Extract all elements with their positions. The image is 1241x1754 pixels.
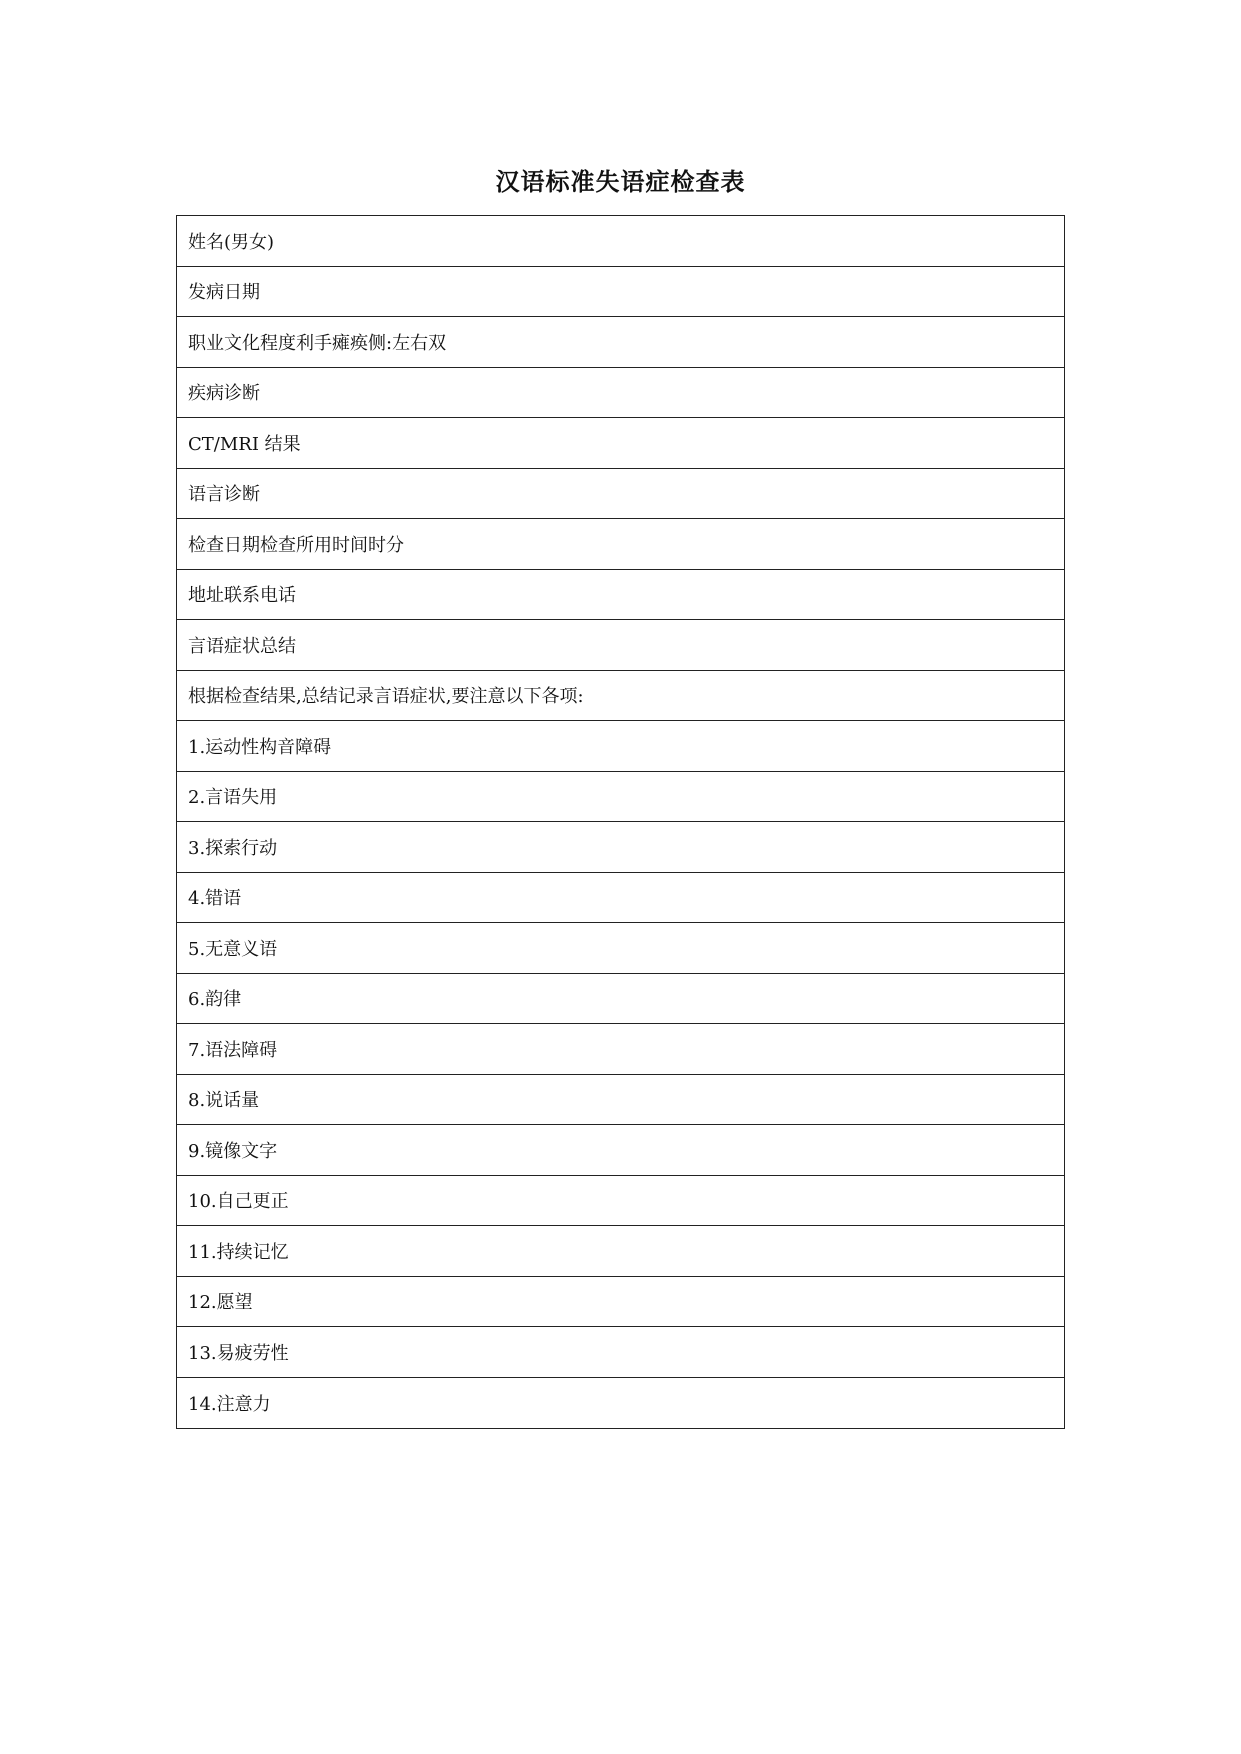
form-row-item-5: 5.无意义语 [177,923,1064,974]
form-row-item-12: 12.愿望 [177,1277,1064,1328]
form-row-exam-date-duration: 检查日期检查所用时间时分 [177,519,1064,570]
form-row-item-9: 9.镜像文字 [177,1125,1064,1176]
form-row-item-3: 3.探索行动 [177,822,1064,873]
form-row-disease-diagnosis: 疾病诊断 [177,368,1064,419]
form-table [176,215,1065,1429]
form-row-occupation-education-handedness: 职业文化程度利手瘫痪侧:左右双 [177,317,1064,368]
form-row-item-14: 14.注意力 [188,1393,271,1415]
form-row-language-diagnosis: 语言诊断 [177,469,1064,520]
form-row-item-2: 2.言语失用 [177,772,1064,823]
form-row-item-10: 10.自己更正 [177,1176,1064,1227]
page-title: 汉语标准失语症检查表 [495,168,746,196]
form-row-item-11: 11.持续记忆 [177,1226,1064,1277]
form-row-name-gender: 姓名(男女) [177,216,1064,267]
form-row-item-7: 7.语法障碍 [177,1024,1064,1075]
form-row-item-8: 8.说话量 [177,1075,1064,1126]
form-row-address-phone: 地址联系电话 [177,570,1064,621]
form-row-item-1: 1.运动性构音障碍 [177,721,1064,772]
form-row-ct-mri-result: CT/MRI 结果 [177,418,1064,469]
form-row-summary-instruction: 根据检查结果,总结记录言语症状,要注意以下各项: [177,671,1064,722]
form-row-onset-date: 发病日期 [177,267,1064,318]
form-row-item-13: 13.易疲劳性 [177,1327,1064,1378]
form-row-symptom-summary: 言语症状总结 [177,620,1064,671]
form-row-item-4: 4.错语 [177,873,1064,924]
form-row-item-6: 6.韵律 [177,974,1064,1025]
